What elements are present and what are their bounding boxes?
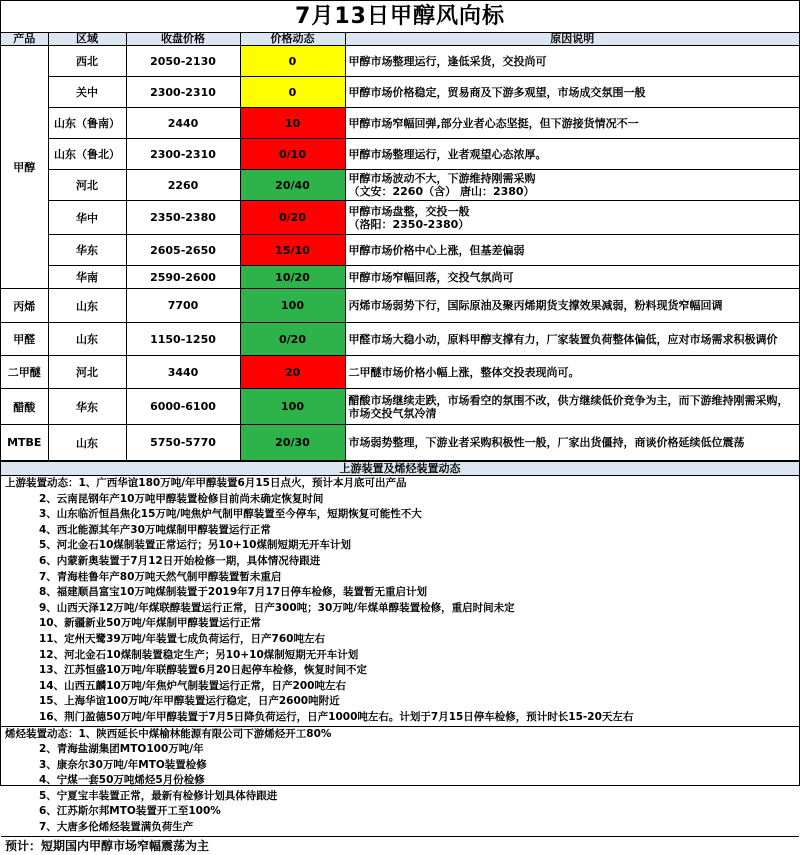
list-item: 14、山西五麟10万吨/年焦炉气制装置运行正常，日产200吨左右 — [39, 679, 346, 692]
region-cell: 河北 — [48, 356, 126, 389]
list-item: 16、荆门盈德50万吨/年甲醇装置于7月5日降负荷运行，日产1000吨左右。计划于7月15日停车检修，预计时长15-20天左右 — [39, 710, 634, 723]
reason-line: 甲醇市场盘整，交投一般 — [348, 204, 470, 218]
list-item: 6、内蒙新奥装置于7月12日开始检修一期，具体情况待跟进 — [39, 554, 321, 567]
reason-line: （文安：2260（含） 唐山：2380） — [348, 185, 535, 198]
list-item: 4、西北能源其年产30万吨煤制甲醇装置运行正常 — [39, 523, 271, 536]
table-row — [1, 289, 799, 323]
change-cell: 100 — [240, 289, 345, 323]
reason-line: （洛阳：2350-2380） — [348, 217, 470, 231]
product-acetic-acid: 醋酸 — [1, 389, 48, 425]
list-item: 8、福建顺昌富宝10万吨煤制装置于2019年7月17日停车检修，装置暂无重启计划 — [39, 586, 428, 599]
price-cell: 2350-2380 — [126, 201, 240, 235]
change-cell: 20 — [240, 356, 345, 389]
price-cell: 6000-6100 — [126, 389, 240, 425]
change-cell: 10 — [240, 108, 345, 139]
change-cell: 10/20 — [240, 266, 345, 289]
table-header-row — [1, 33, 799, 46]
list-item: 15、上海华谊100万吨/年甲醇装置运行稳定，日产2600吨附近 — [39, 695, 340, 708]
table-row — [1, 77, 799, 108]
region-cell: 西北 — [48, 46, 126, 77]
change-cell: 0 — [240, 46, 345, 77]
product-methanol: 甲醇 — [1, 46, 48, 289]
list-item: 4、宁煤一套50万吨烯烃5月份检修 — [39, 774, 205, 787]
list-item: 9、山西天泽12万吨/年煤联醇装置运行正常，日产300吨；30万吨/年煤单醇装置检修，重启时间未定 — [39, 601, 515, 614]
price-table — [1, 33, 799, 461]
upstream-first-line — [5, 476, 795, 492]
region-cell: 关中 — [48, 77, 126, 108]
region-cell: 山东 — [48, 289, 126, 323]
region-cell: 山东（鲁北） — [48, 139, 126, 170]
reason-cell — [345, 201, 799, 235]
change-cell: 0/10 — [240, 139, 345, 170]
change-cell: 15/10 — [240, 235, 345, 266]
upstream-label: 上游装置动态： — [5, 477, 79, 489]
header-region: 区域 — [48, 33, 126, 46]
olefin-notes — [1, 726, 799, 836]
page-title: 7月13日甲醇风向标 — [1, 1, 799, 33]
forecast-text: 预计：短期国内甲醇市场窄幅震荡为主 — [1, 836, 799, 855]
product-propylene: 丙烯 — [1, 289, 48, 323]
reason-cell: 市场弱势整理，下游业者采购积极性一般，厂家出货僵持，商谈价格延续低位震荡 — [345, 425, 799, 461]
table-row — [1, 356, 799, 389]
price-cell: 3440 — [126, 356, 240, 389]
list-item: 5、河北金石10煤制装置正常运行；另10+10煤制短期无开车计划 — [39, 539, 351, 552]
header-reason: 原因说明 — [345, 33, 799, 46]
list-item: 6、江苏斯尔邦MTO装置开工至100% — [39, 805, 221, 818]
region-cell: 华南 — [48, 266, 126, 289]
table-row — [1, 389, 799, 425]
list-item: 2、青海盐湖集团MTO100万吨/年 — [39, 743, 204, 756]
table-row — [1, 108, 799, 139]
list-item: 3、山东临沂恒昌焦化15万吨/吨焦炉气制甲醇装置至今停车，短期恢复可能性不大 — [39, 508, 422, 521]
header-product: 产品 — [1, 33, 48, 46]
reason-cell: 丙烯市场弱势下行，国际原油及聚丙烯期货支撑效果减弱，粉料现货窄幅回调 — [345, 289, 799, 323]
reason-cell: 甲醇市场整理运行，逢低采货，交投尚可 — [345, 46, 799, 77]
table-row — [1, 323, 799, 356]
region-cell: 华东 — [48, 389, 126, 425]
upstream-notes — [1, 476, 799, 726]
list-item: 13、江苏恒盛10万吨/年联醇装置6月20日起停车检修，恢复时间不定 — [39, 664, 367, 677]
list-item: 12、河北金石10煤制装置稳定生产；另10+10煤制短期无开车计划 — [39, 648, 359, 661]
change-cell: 0/20 — [240, 323, 345, 356]
section-title: 上游装置及烯烃装置动态 — [1, 461, 799, 476]
region-cell: 华中 — [48, 201, 126, 235]
list-item: 7、大唐多伦烯烃装置满负荷生产 — [39, 821, 194, 834]
price-cell: 7700 — [126, 289, 240, 323]
price-cell: 2300-2310 — [126, 77, 240, 108]
change-cell: 20/30 — [240, 425, 345, 461]
reason-cell: 甲醇市场整理运行，业者观望心态浓厚。 — [345, 139, 799, 170]
price-cell: 2590-2600 — [126, 266, 240, 289]
change-cell: 0 — [240, 77, 345, 108]
region-cell: 山东 — [48, 323, 126, 356]
change-cell: 0/20 — [240, 201, 345, 235]
list-item: 11、定州天鹭39万吨/年装置七成负荷运行，日产760吨左右 — [39, 632, 325, 645]
table-row — [1, 425, 799, 461]
olefin-first-line — [5, 727, 795, 743]
list-item: 1、陕西延长中煤榆林能源有限公司下游烯烃开工80% — [78, 727, 332, 740]
reason-cell: 甲醇市场价格稳定，贸易商及下游多观望，市场成交氛围一般 — [345, 77, 799, 108]
list-item: 10、新疆新业50万吨/年煤制甲醇装置运行正常 — [39, 617, 262, 630]
header-change: 价格动态 — [240, 33, 345, 46]
table-row — [1, 266, 799, 289]
reason-cell: 甲醇市场窄幅回落，交投气氛尚可 — [345, 266, 799, 289]
price-cell: 2440 — [126, 108, 240, 139]
reason-cell: 二甲醚市场价格小幅上涨，整体交投表现尚可。 — [345, 356, 799, 389]
table-row — [1, 201, 799, 235]
price-cell: 2050-2130 — [126, 46, 240, 77]
reason-line: 甲醇市场波动不大，下游维持刚需采购 — [348, 172, 536, 185]
table-row — [1, 139, 799, 170]
list-item: 7、青海桂鲁年产80万吨天然气制甲醇装置暂未重启 — [39, 570, 282, 583]
reason-cell: 甲醛市场大稳小动，原料甲醇支撑有力，厂家装置负荷整体偏低，应对市场需求积极调价 — [345, 323, 799, 356]
reason-cell: 醋酸市场继续走跌，市场看空的氛围不改，供方继续低价竞争为主，而下游维持刚需采购，市场交投气氛冷清 — [345, 389, 799, 425]
region-cell: 山东（鲁南） — [48, 108, 126, 139]
list-item: 3、康奈尔30万吨/年MTO装置检修 — [39, 758, 207, 771]
reason-cell: 甲醇市场窄幅回弹,部分业者心态坚挺，但下游接货情况不一 — [345, 108, 799, 139]
list-item: 1、广西华谊180万吨/年甲醇装置6月15日点火，预计本月底可出产品 — [78, 477, 407, 489]
region-cell: 华东 — [48, 235, 126, 266]
price-cell: 2260 — [126, 170, 240, 201]
table-row — [1, 46, 799, 77]
region-cell: 山东 — [48, 425, 126, 461]
price-cell: 2605-2650 — [126, 235, 240, 266]
reason-cell — [345, 170, 799, 201]
change-cell: 20/40 — [240, 170, 345, 201]
list-item: 2、云南昆钢年产10万吨甲醇装置检修目前尚未确定恢复时间 — [39, 492, 324, 505]
list-item: 5、宁夏宝丰装置正常，最新有检修计划具体待跟进 — [39, 789, 278, 802]
reason-cell: 甲醇市场价格中心上涨，但基差偏弱 — [345, 235, 799, 266]
table-row — [1, 170, 799, 201]
price-cell: 1150-1250 — [126, 323, 240, 356]
table-row — [1, 235, 799, 266]
olefin-label: 烯烃装置动态： — [5, 727, 79, 740]
header-price: 收盘价格 — [126, 33, 240, 46]
product-dme: 二甲醚 — [1, 356, 48, 389]
price-cell: 5750-5770 — [126, 425, 240, 461]
price-cell: 2300-2310 — [126, 139, 240, 170]
region-cell: 河北 — [48, 170, 126, 201]
product-formaldehyde: 甲醛 — [1, 323, 48, 356]
change-cell: 100 — [240, 389, 345, 425]
product-mtbe: MTBE — [1, 425, 48, 461]
